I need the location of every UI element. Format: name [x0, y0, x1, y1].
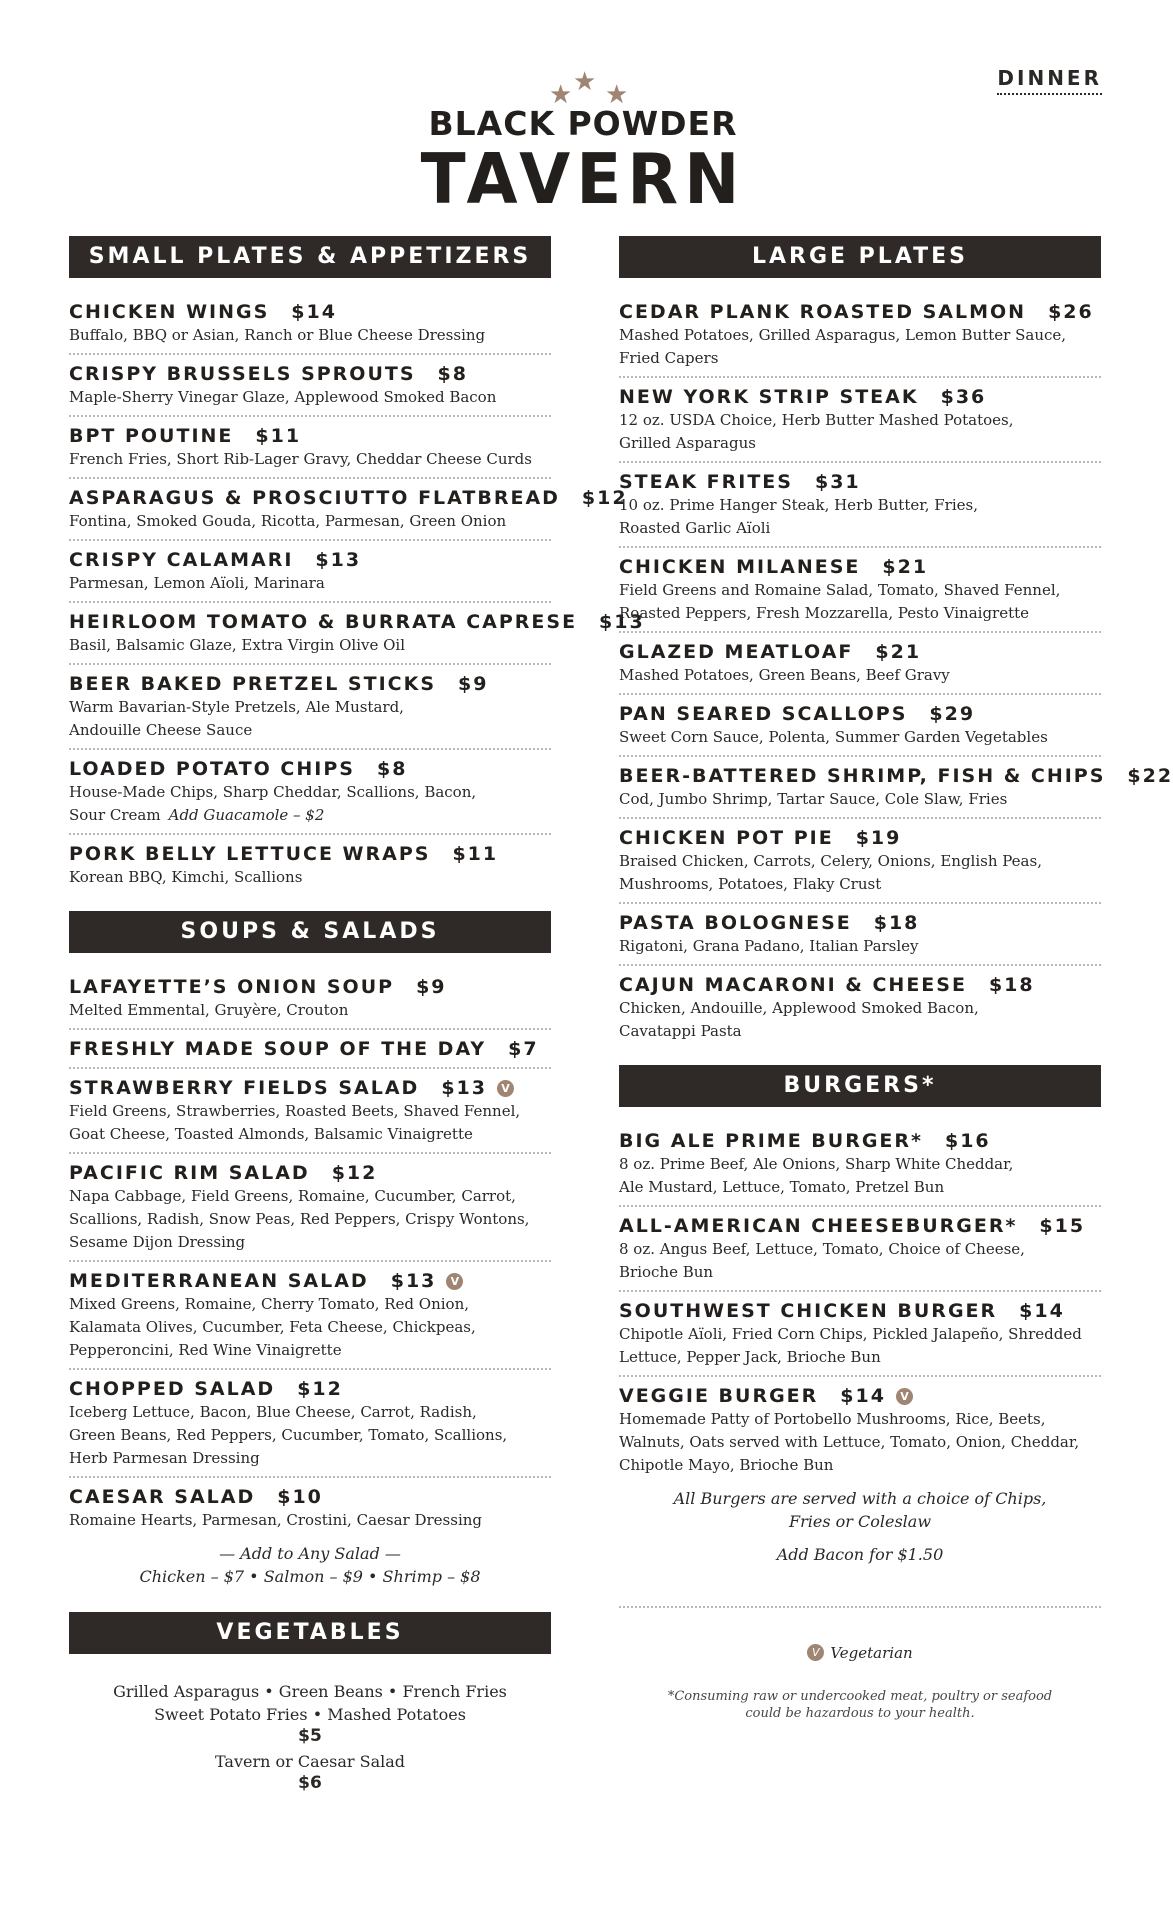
menu-item: [619, 640, 1101, 695]
menu-item: [619, 1384, 1101, 1483]
item-price: $14: [291, 301, 337, 323]
menu-item: [69, 486, 628, 541]
item-description: Lettuce, Pepper Jack, Brioche Bun: [619, 1348, 881, 1366]
item-name: BEER-BATTERED SHRIMP, FISH & CHIPS: [619, 765, 1106, 787]
vegetable-price-1: $5: [298, 1726, 322, 1746]
item-name: NEW YORK STRIP STEAK: [619, 386, 919, 408]
item-name: LAFAYETTE’S ONION SOUP: [69, 976, 395, 998]
item-name: CAJUN MACARONI & CHEESE: [619, 974, 967, 996]
menu-item: [619, 385, 1101, 463]
divider: [619, 1606, 1101, 1608]
item-name: STRAWBERRY FIELDS SALAD: [69, 1077, 420, 1099]
item-price: $13: [441, 1077, 487, 1099]
item-description: Chipotle Aïoli, Fried Corn Chips, Pickled Jalapeño, Shredded: [619, 1325, 1082, 1343]
item-description: Ale Mustard, Lettuce, Tomato, Pretzel Bun: [619, 1178, 945, 1196]
item-price: $11: [452, 843, 499, 865]
section-header-small-plates: SMALL PLATES & APPETIZERS: [69, 236, 551, 278]
menu-item: [619, 1214, 1101, 1292]
item-description: Chipotle Mayo, Brioche Bun: [619, 1456, 834, 1474]
item-description: Field Greens, Strawberries, Roasted Beets, Shaved Fennel,: [69, 1102, 521, 1120]
item-description: 10 oz. Prime Hanger Steak, Herb Butter, Fries,: [619, 496, 978, 514]
item-price: $10: [277, 1486, 323, 1508]
menu-item: [619, 702, 1101, 757]
item-description: Pepperoncini, Red Wine Vinaigrette: [69, 1341, 342, 1359]
item-description: Homemade Patty of Portobello Mushrooms, Rice, Beets,: [619, 1410, 1046, 1428]
vegetarian-icon: V: [807, 1644, 824, 1661]
menu-item: [619, 300, 1101, 378]
menu-item: [619, 911, 1101, 966]
item-description: Roasted Garlic Aïoli: [619, 519, 771, 537]
item-description: Sesame Dijon Dressing: [69, 1233, 246, 1251]
item-description: Goat Cheese, Toasted Almonds, Balsamic Vinaigrette: [69, 1125, 473, 1143]
menu-item: [69, 1161, 551, 1262]
item-description: Field Greens and Romaine Salad, Tomato, Shaved Fennel,: [619, 581, 1061, 599]
item-description: Melted Emmental, Gruyère, Crouton: [69, 1001, 349, 1019]
menu-item: [69, 1269, 551, 1370]
salad-addon-heading: — Add to Any Salad —: [219, 1544, 401, 1563]
item-description: House-Made Chips, Sharp Cheddar, Scallions, Bacon,: [69, 783, 477, 801]
menu-item: [619, 973, 1101, 1049]
burger-side-note-2: Fries or Coleslaw: [788, 1512, 932, 1531]
item-price: $36: [940, 386, 987, 408]
menu-item: [69, 424, 551, 479]
section-header-vegetables: VEGETABLES: [69, 1612, 551, 1654]
stars-icon: ★ ★ ★: [549, 67, 629, 110]
item-price: $8: [376, 758, 408, 780]
item-name: BEER BAKED PRETZEL STICKS: [69, 673, 436, 695]
item-price: $12: [331, 1162, 378, 1184]
item-name: CHOPPED SALAD: [69, 1378, 276, 1400]
item-description: Romaine Hearts, Parmesan, Crostini, Caesar Dressing: [69, 1511, 482, 1529]
item-price: $13: [599, 611, 645, 633]
item-description: Fried Capers: [619, 349, 719, 367]
item-price: $15: [1039, 1215, 1086, 1237]
item-name: PACIFIC RIM SALAD: [69, 1162, 310, 1184]
item-name: CHICKEN POT PIE: [619, 827, 834, 849]
item-name: LOADED POTATO CHIPS: [69, 758, 355, 780]
vegetarian-icon: V: [896, 1388, 913, 1405]
menu-item: [619, 764, 1173, 819]
section-header-burgers: BURGERS*: [619, 1065, 1101, 1107]
menu-item: [69, 610, 645, 665]
item-name: GLAZED MEATLOAF: [619, 641, 854, 663]
item-description: Rigatoni, Grana Padano, Italian Parsley: [619, 937, 919, 955]
item-price: $9: [416, 976, 447, 998]
left-column: [69, 236, 645, 1793]
item-description: 8 oz. Angus Beef, Lettuce, Tomato, Choice of Cheese,: [619, 1240, 1025, 1258]
item-name: PORK BELLY LETTUCE WRAPS: [69, 843, 431, 865]
vegetarian-legend: [619, 1644, 1101, 1662]
vegetable-list-2: Sweet Potato Fries • Mashed Potatoes: [154, 1705, 466, 1724]
health-warning: *Consuming raw or undercooked meat, poultry or seafood: [667, 1689, 1053, 1704]
logo-line1: BLACK POWDER: [428, 104, 738, 143]
item-description: French Fries, Short Rib-Lager Gravy, Cheddar Cheese Curds: [69, 450, 532, 468]
menu-item: [69, 842, 551, 895]
item-description: Buffalo, BBQ or Asian, Ranch or Blue Cheese Dressing: [69, 326, 486, 344]
item-description: Mashed Potatoes, Grilled Asparagus, Lemon Butter Sauce,: [619, 326, 1067, 344]
item-name: ASPARAGUS & PROSCIUTTO FLATBREAD: [69, 487, 560, 509]
vegetarian-legend-label: Vegetarian: [830, 1644, 913, 1662]
item-description: Braised Chicken, Carrots, Celery, Onions, English Peas,: [619, 852, 1042, 870]
menu-item: [69, 1485, 551, 1538]
item-description: Cod, Jumbo Shrimp, Tartar Sauce, Cole Slaw, Fries: [619, 790, 1008, 808]
item-description: Fontina, Smoked Gouda, Ricotta, Parmesan, Green Onion: [69, 512, 507, 530]
vegetable-list-3: Tavern or Caesar Salad: [214, 1752, 405, 1771]
item-price: $12: [297, 1378, 343, 1400]
bacon-addon-note: Add Bacon for $1.50: [776, 1545, 944, 1564]
item-price: $19: [855, 827, 902, 849]
item-description: Basil, Balsamic Glaze, Extra Virgin Olive Oil: [69, 636, 406, 654]
item-price: $18: [988, 974, 1035, 996]
item-price: $29: [929, 703, 976, 725]
item-price: $16: [944, 1130, 991, 1152]
item-description: Parmesan, Lemon Aïoli, Marinara: [69, 574, 325, 592]
menu-item: [619, 555, 1101, 633]
item-description: Brioche Bun: [619, 1263, 714, 1281]
menu-item: [69, 1076, 551, 1154]
menu-item: [69, 975, 551, 1030]
item-description: Sour Cream: [69, 806, 161, 824]
item-description: Maple-Sherry Vinegar Glaze, Applewood Smoked Bacon: [69, 388, 497, 406]
vegetarian-icon: V: [497, 1080, 514, 1097]
item-name: CRISPY CALAMARI: [69, 549, 294, 571]
menu-item: [619, 1299, 1101, 1377]
item-price: $13: [315, 549, 362, 571]
item-description: Grilled Asparagus: [619, 434, 756, 452]
tavern-logo: [0, 62, 1166, 220]
section-header-large-plates: LARGE PLATES: [619, 236, 1101, 278]
item-price: $18: [873, 912, 920, 934]
health-warning-2: could be hazardous to your health.: [745, 1706, 975, 1721]
item-name: SOUTHWEST CHICKEN BURGER: [619, 1300, 998, 1322]
item-name: CEDAR PLANK ROASTED SALMON: [619, 301, 1027, 323]
item-description: Kalamata Olives, Cucumber, Feta Cheese, Chickpeas,: [69, 1318, 476, 1336]
menu-item: [69, 548, 551, 603]
item-description: Mushrooms, Potatoes, Flaky Crust: [619, 875, 882, 893]
add-on-note: Add Guacamole – $2: [168, 806, 325, 824]
item-description: Chicken, Andouille, Applewood Smoked Bacon,: [619, 999, 979, 1017]
menu-item: [619, 826, 1101, 904]
item-description: Iceberg Lettuce, Bacon, Blue Cheese, Carrot, Radish,: [69, 1403, 477, 1421]
menu-item: [69, 757, 551, 835]
item-name: CAESAR SALAD: [69, 1486, 256, 1508]
item-name: BPT POUTINE: [69, 425, 234, 447]
menu-type-label: DINNER: [997, 66, 1102, 95]
menu-item: [69, 362, 551, 417]
item-description: Scallions, Radish, Snow Peas, Red Peppers, Crispy Wontons,: [69, 1210, 530, 1228]
item-price: $22: [1127, 765, 1173, 787]
item-name: PASTA BOLOGNESE: [619, 912, 852, 934]
item-description: Sweet Corn Sauce, Polenta, Summer Garden Vegetables: [619, 728, 1048, 746]
vegetarian-icon: V: [446, 1273, 463, 1290]
item-description: Mashed Potatoes, Green Beans, Beef Gravy: [619, 666, 950, 684]
item-description: Napa Cabbage, Field Greens, Romaine, Cucumber, Carrot,: [69, 1187, 516, 1205]
section-header-soups-salads: SOUPS & SALADS: [69, 911, 551, 953]
menu-item: [619, 1129, 1101, 1207]
item-name: VEGGIE BURGER: [619, 1385, 819, 1407]
vegetable-price-2: $6: [298, 1773, 322, 1793]
menu-item: [69, 1377, 551, 1478]
item-description: Andouille Cheese Sauce: [69, 721, 253, 739]
item-description: Mixed Greens, Romaine, Cherry Tomato, Red Onion,: [69, 1295, 470, 1313]
item-price: $21: [882, 556, 929, 578]
item-name: CHICKEN MILANESE: [619, 556, 861, 578]
item-description: Green Beans, Red Peppers, Cucumber, Tomato, Scallions,: [69, 1426, 508, 1444]
logo-line2: TAVERN: [420, 139, 746, 220]
menu-item: [69, 300, 551, 355]
vegetable-list-1: Grilled Asparagus • Green Beans • French Fries: [113, 1682, 507, 1701]
item-description: 12 oz. USDA Choice, Herb Butter Mashed Potatoes,: [619, 411, 1014, 429]
item-name: FRESHLY MADE SOUP OF THE DAY: [69, 1038, 487, 1060]
salad-addon-prices: Chicken – $7 • Salmon – $9 • Shrimp – $8: [139, 1567, 481, 1586]
item-price: $26: [1048, 301, 1094, 323]
burger-side-note: All Burgers are served with a choice of Chips,: [673, 1489, 1047, 1508]
menu-item: [69, 672, 551, 750]
item-description: Warm Bavarian-Style Pretzels, Ale Mustard,: [69, 698, 404, 716]
item-price: $13: [390, 1270, 437, 1292]
item-price: $14: [1019, 1300, 1065, 1322]
item-price: $12: [581, 487, 628, 509]
menu-item: [69, 1037, 551, 1069]
item-description: 8 oz. Prime Beef, Ale Onions, Sharp White Cheddar,: [619, 1155, 1014, 1173]
item-price: $14: [840, 1385, 886, 1407]
item-price: $9: [458, 673, 489, 695]
menu-item: [619, 470, 1101, 548]
item-description: Walnuts, Oats served with Lettuce, Tomato, Onion, Cheddar,: [619, 1433, 1080, 1451]
item-name: BIG ALE PRIME BURGER*: [619, 1130, 923, 1152]
item-price: $8: [437, 363, 468, 385]
item-name: PAN SEARED SCALLOPS: [619, 703, 908, 725]
item-description: Korean BBQ, Kimchi, Scallions: [69, 868, 303, 886]
item-name: CRISPY BRUSSELS SPROUTS: [69, 363, 416, 385]
item-price: $7: [508, 1038, 539, 1060]
item-description: Cavatappi Pasta: [619, 1022, 742, 1040]
item-price: $11: [255, 425, 302, 447]
item-name: HEIRLOOM TOMATO & BURRATA CAPRESE: [69, 611, 578, 633]
right-column: [619, 236, 1173, 1722]
item-price: $31: [814, 471, 861, 493]
item-description: Roasted Peppers, Fresh Mozzarella, Pesto Vinaigrette: [619, 604, 1030, 622]
item-name: STEAK FRITES: [619, 471, 793, 493]
item-description: Herb Parmesan Dressing: [69, 1449, 260, 1467]
item-price: $21: [875, 641, 922, 663]
item-name: ALL-AMERICAN CHEESEBURGER*: [619, 1215, 1018, 1237]
item-name: CHICKEN WINGS: [69, 301, 270, 323]
item-name: MEDITERRANEAN SALAD: [69, 1270, 369, 1292]
